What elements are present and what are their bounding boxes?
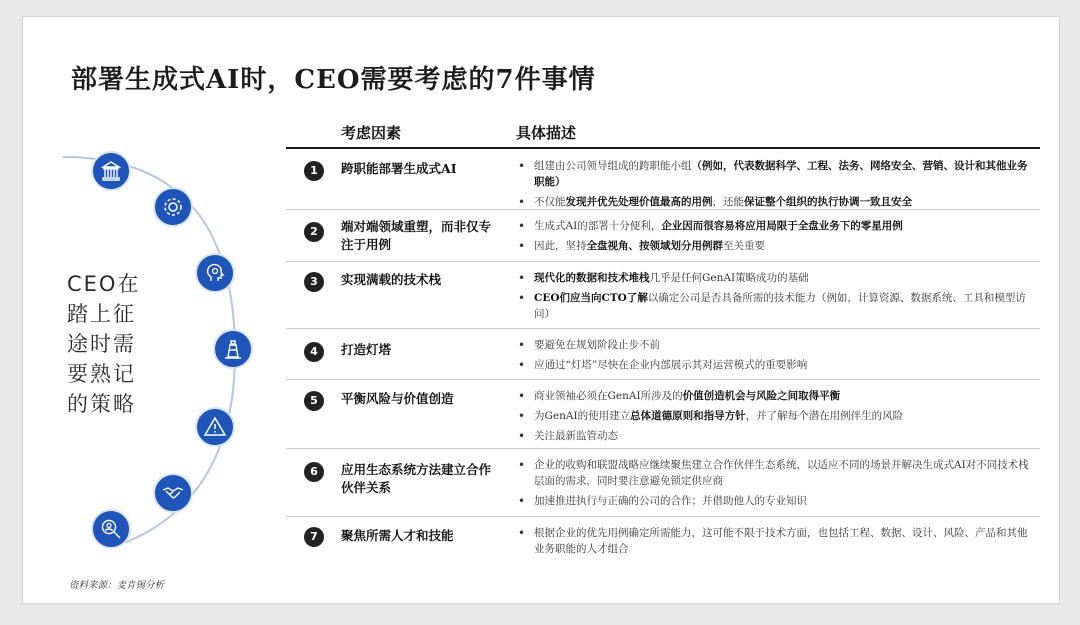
table-row [286,210,1040,262]
factor-label: 平衡风险与价值创造 [341,391,454,406]
bullet-emphasis: 价值创造机会与风险之间取得平衡 [682,390,841,402]
factor-label: 应用生态系统方法建立合作伙伴关系 [341,462,492,495]
bullet-emphasis: 总体道德原则和指导方针 [630,410,746,422]
side-caption [67,269,177,419]
header-factor: 考虑因素 [341,124,402,142]
description-bullet [516,270,1036,286]
description-bullet [516,493,1036,509]
bullet-emphasis: 现代化的数据和技术堆栈 [534,272,650,284]
bullet-text: ，还能 [712,196,744,208]
row-number-badge: 4 [304,342,324,362]
description-list [516,158,1036,214]
person-search-icon [91,509,131,549]
bullet-text: 加速推进执行与正确的公司的合作；并借助他人的专业知识 [534,495,807,507]
header-divider [286,147,1040,149]
description-bullet [516,388,1036,404]
bullet-emphasis: 发现并优先处理价值最高的用例 [565,196,713,208]
gear-icon [153,187,193,227]
handshake-icon [153,473,193,513]
bullet-text: 根据企业的优先用例确定所需能力，这可能不限于技术方面，也包括工程、数据、设计、风险、产品和其他业务职能的人才组合 [534,527,1028,555]
table-row [286,150,1040,210]
bullet-emphasis: 全盘视角、按领域划分用例群 [586,240,723,252]
bullet-text: 组建由公司领导组成的跨职能小组 [534,160,692,172]
side-caption-line: 踏上征 [67,302,136,326]
factor-label: 打造灯塔 [341,342,392,357]
description-bullet [516,238,1036,254]
side-caption-line: 途时需 [67,332,136,356]
table-row [286,517,1040,565]
description-list [516,388,1036,448]
row-number-badge: 3 [304,272,324,292]
description-list [516,525,1036,561]
description-bullet [516,218,1036,234]
side-caption-line: 的策略 [67,392,136,416]
bullet-emphasis: CEO们应当向CTO了解 [534,292,648,304]
header-description: 具体描述 [516,124,577,142]
description-bullet [516,525,1036,557]
government-building-icon [91,151,131,191]
bullet-text: 不仅能 [534,196,566,208]
row-number-badge: 1 [304,161,324,181]
table-row [286,329,1040,380]
bullet-text: 几乎是任何GenAI策略成功的基础 [649,272,809,284]
description-list [516,337,1036,377]
row-number-badge: 6 [304,462,324,482]
row-number-badge: 5 [304,391,324,411]
side-caption-line: CEO在 [67,272,141,296]
row-number-badge: 2 [304,222,324,242]
description-list [516,218,1036,258]
description-bullet [516,194,1036,210]
description-bullet [516,428,1036,444]
bullet-text: 企业的收购和联盟战略应继续聚焦建立合作伙伴生态系统，以适应不同的场景并解决生成式AI对不同技术栈层面的需求，同时要注意避免锁定供应商 [534,459,1029,487]
bullet-text: ，并了解每个潜在用例伴生的风险 [745,410,904,422]
description-bullet [516,357,1036,373]
bullet-text: 应通过“灯塔”尽快在企业内部展示其对运营模式的重要影响 [534,359,808,371]
bullet-emphasis: （例如，代表数据科学、工程、法务、网络安全、营销、设计和其他业务职能） [534,160,1028,188]
table-row [286,449,1040,517]
bullet-text: 因此，坚持 [534,240,587,252]
factor-label: 端对端领域重塑，而非仅专注于用例 [341,219,492,252]
side-caption-line: 要熟记 [67,362,136,386]
bullet-text: 以确定公司是否具备所需的技术能力（例如，计算资源、数据系统、工具和模型访问） [534,292,1026,320]
description-bullet [516,158,1036,190]
bullet-text: 为GenAI的使用建立 [534,410,631,422]
description-bullet [516,337,1036,353]
description-bullet [516,290,1036,322]
table-row [286,380,1040,449]
source-note: 资料来源：麦肯锡分析 [69,580,165,591]
bullet-text: 要避免在规划阶段止步不前 [534,339,660,351]
row-number-badge: 7 [304,527,324,547]
description-bullet [516,408,1036,424]
bullet-text: 生成式AI的部署十分便利， [534,220,662,232]
slide [22,16,1060,604]
description-list [516,457,1036,513]
bullet-emphasis: 企业因而很容易将应用局限于全盘业务下的零星用例 [661,220,903,232]
factor-label: 跨职能部署生成式AI [341,161,457,176]
description-list [516,270,1036,326]
warning-icon [195,407,235,447]
bullet-text: 至关重要 [723,240,765,252]
bullet-text: 关注最新监管动态 [534,430,618,442]
page-title: 部署生成式AI时，CEO需要考虑的7件事情 [71,65,596,95]
table-row [286,262,1040,329]
factor-label: 聚焦所需人才和技能 [341,528,454,543]
bullet-text: 商业领袖必须在GenAI所涉及的 [534,390,683,402]
description-bullet [516,457,1036,489]
factor-label: 实现满载的技术栈 [341,272,442,287]
bullet-emphasis: 保证整个组织的执行协调一致且安全 [744,196,912,208]
head-brain-icon [195,253,235,293]
lighthouse-icon [213,329,253,369]
